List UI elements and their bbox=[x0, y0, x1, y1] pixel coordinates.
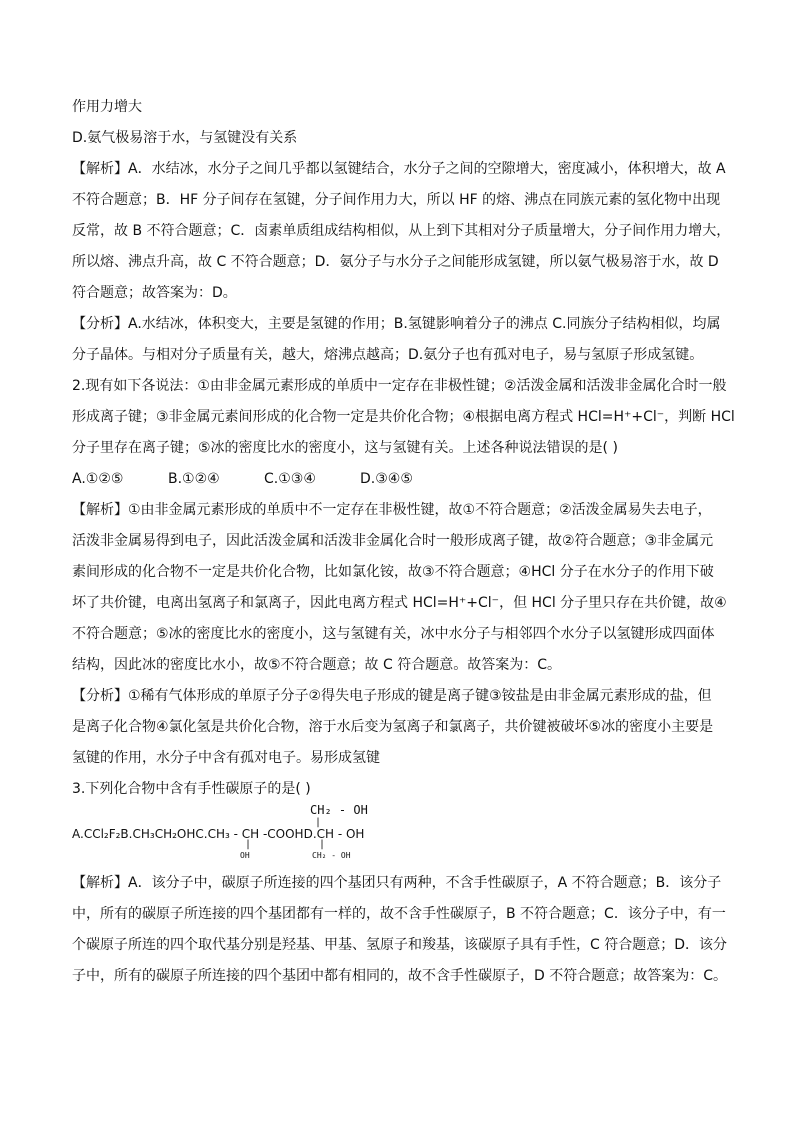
q2-analysis-line: 不符合题意；⑤冰的密度比水的密度小，这与氢键有关，冰中水分子与相邻四个水分子以氢键形成四面体 bbox=[72, 626, 715, 642]
q1-comment bbox=[72, 314, 724, 365]
q2-stem-line: 形成离子键；③非金属元素间形成的化合物一定是共价化合物；④根据电离方程式 HCl=H⁺+Cl⁻，判断 HCl bbox=[72, 409, 735, 425]
q2-analysis-line: 活泼非金属易得到电子，因此活泼金属和活泼非金属化合时一般形成离子键，故②符合题意；③非金属元 bbox=[72, 533, 714, 549]
q2-analysis-line: 【解析】①由非金属元素形成的单质中不一定存在非极性键，故①不符合题意；②活泼金属易失去电子， bbox=[72, 502, 712, 518]
q3-analysis-line: 子中，所有的碳原子所连接的四个基团中都有相同的，故不含手性碳原子，D 不符合题意；故答案为：C。 bbox=[72, 968, 728, 984]
q2-option-d: D.③④⑤ bbox=[360, 471, 413, 487]
q2-comment-line: 氢键的作用，水分子中含有孤对电子。易形成氢键 bbox=[72, 750, 380, 766]
intro-line: D.氨气极易溶于水，与氢键没有关系 bbox=[72, 130, 298, 146]
q3-formula-options bbox=[72, 803, 724, 865]
q2-stem bbox=[72, 376, 735, 458]
q2-analysis-line: 结构，因此冰的密度比水小，故⑤不符合题意；故 C 符合题意。故答案为：C。 bbox=[72, 657, 561, 673]
q2-option-b: B.①②④ bbox=[168, 471, 220, 487]
formula-oh-label: OH bbox=[240, 851, 250, 860]
q2-stem-line: 分子里存在离子键；⑤冰的密度比水的密度小，这与氢键有关。上述各种说法错误的是( ) bbox=[72, 440, 618, 456]
q2-comment bbox=[72, 686, 724, 768]
formula-bond-vertical: | bbox=[319, 839, 326, 850]
q1-analysis-line: 不符合题意；B．HF 分子间存在氢键，分子间作用力大，所以 HF 的熔、沸点在同族元素的氢化物中出现 bbox=[72, 192, 721, 208]
q2-analysis-line: 坏了共价键，电离出氢离子和氯离子，因此电离方程式 HCl=H⁺+Cl⁻，但 HCl 分子里只存在共价键，故④ bbox=[72, 595, 727, 611]
q2-option-c: C.①③④ bbox=[264, 471, 316, 487]
formula-bond-vertical: | bbox=[315, 817, 322, 828]
q1-comment-line: 【分析】A.水结冰，体积变大，主要是氢键的作用；B.氢键影响着分子的沸点 C.同族分子结构相似，均属 bbox=[72, 316, 721, 332]
q3-analysis-line: 【解析】A．该分子中，碳原子所连接的四个基团只有两种，不含手性碳原子，A 不符合题意；B．该分子 bbox=[72, 875, 722, 891]
intro-block bbox=[72, 97, 724, 148]
formula-bond-vertical: | bbox=[245, 839, 252, 850]
q2-options bbox=[72, 469, 724, 489]
q1-comment-line: 分子晶体。与相对分子质量有关，越大，熔沸点越高；D.氨分子也有孤对电子，易与氢原子形成氢键。 bbox=[72, 347, 704, 363]
q2-comment-line: 是离子化合物④氯化氢是共价化合物，溶于水后变为氢离子和氯离子，共价键被破坏⑤冰的密度小主要是 bbox=[72, 719, 714, 735]
formula-main-line: A.CCl₂F₂B.CH₃CH₂OHC.CH₃ - CH -COOHD.CH - OH bbox=[72, 827, 365, 841]
q3-analysis bbox=[72, 873, 728, 986]
q2-option-a: A.①②⑤ bbox=[72, 471, 124, 487]
q3-analysis-line: 个碳原子所连的四个取代基分别是羟基、甲基、氢原子和羧基，该碳原子具有手性，C 符合题意；D．该分 bbox=[72, 937, 728, 953]
formula-top-group: CH₂ - OH bbox=[310, 803, 368, 817]
q2-analysis-line: 素间形成的化合物不一定是共价化合物，比如氯化铵，故③不符合题意；④HCl 分子在水分子的作用下破 bbox=[72, 564, 714, 580]
formula-bottom-group: CH₂ - OH bbox=[312, 851, 351, 860]
document-content bbox=[72, 97, 735, 997]
q1-analysis-line: 所以熔、沸点升高，故 C 不符合题意；D．氨分子与水分子之间能形成氢键，所以氨气极易溶于水，故 D bbox=[72, 254, 719, 270]
q1-analysis-line: 【解析】A．水结冰，水分子之间几乎都以氢键结合，水分子之间的空隙增大，密度减小，体积增大，故 A bbox=[72, 161, 726, 177]
q1-analysis-line: 反常，故 B 不符合题意；C．卤素单质组成结构相似，从上到下其相对分子质量增大，分子间作用力增大， bbox=[72, 223, 731, 239]
q3-analysis-line: 中，所有的碳原子所连接的四个基团都有一样的，故不含手性碳原子，B 不符合题意；C．该分子中，有一 bbox=[72, 906, 726, 922]
q2-analysis bbox=[72, 500, 727, 675]
q3-stem: 3.下列化合物中含有手性碳原子的是( ) bbox=[72, 781, 311, 797]
q1-analysis-line: 符合题意；故答案为：D。 bbox=[72, 285, 237, 301]
q1-analysis bbox=[72, 159, 731, 303]
q2-stem-line: 2.现有如下各说法：①由非金属元素形成的单质中一定存在非极性键；②活泼金属和活泼非金属化合时一般 bbox=[72, 378, 727, 394]
intro-line: 作用力增大 bbox=[72, 99, 142, 115]
q2-comment-line: 【分析】①稀有气体形成的单原子分子②得失电子形成的键是离子键③铵盐是由非金属元素形成的盐，但 bbox=[72, 688, 712, 704]
